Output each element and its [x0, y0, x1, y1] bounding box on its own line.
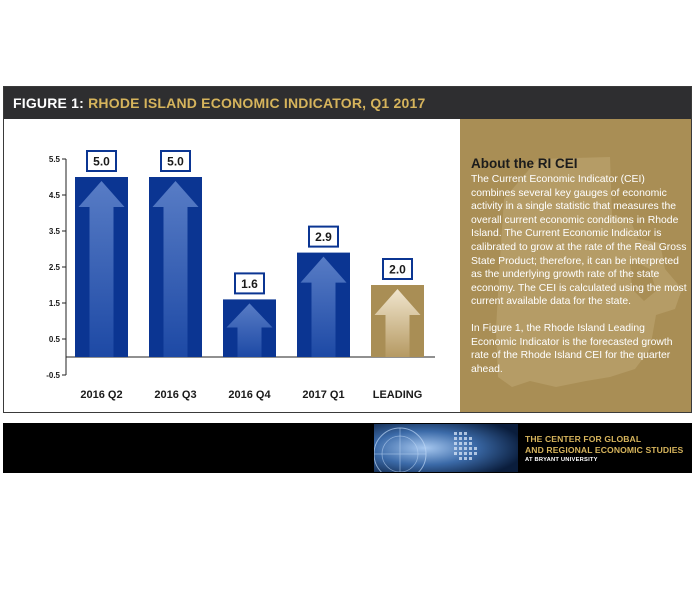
chart-area — [4, 119, 460, 412]
y-tick-label: -0.5 — [46, 371, 60, 380]
data-label: 5.0 — [93, 154, 110, 169]
about-panel — [460, 119, 691, 412]
bar-chart — [4, 119, 460, 412]
y-tick-label: 0.5 — [48, 335, 60, 344]
y-tick-label: 3.5 — [48, 227, 60, 236]
globe-map-graphic — [374, 424, 518, 472]
x-category-label: 2016 Q2 — [80, 389, 123, 401]
center-name-line-1: THE CENTER FOR GLOBAL — [525, 434, 642, 444]
about-heading: About the RI CEI — [471, 156, 578, 171]
x-category-label: LEADING — [372, 389, 423, 401]
y-tick-label: 1.5 — [48, 299, 60, 308]
x-category-label: 2016 Q4 — [228, 389, 271, 401]
y-tick-label: 2.5 — [48, 263, 60, 272]
data-label: 2.0 — [389, 262, 406, 277]
figure-title — [13, 95, 425, 111]
about-paragraph-2: In Figure 1, the Rhode Island Leading Economic Indicator is the forecasted growth rate of the Rhode Island CEI for the quarter ahead. — [471, 323, 673, 375]
center-name-line-2: AND REGIONAL ECONOMIC STUDIES — [525, 445, 684, 455]
figure-title-main: RHODE ISLAND ECONOMIC INDICATOR, Q1 2017 — [88, 95, 426, 111]
center-name — [525, 434, 691, 456]
y-tick-label: 5.5 — [48, 155, 60, 164]
figure-title-prefix: FIGURE 1: — [13, 95, 85, 111]
data-label: 5.0 — [167, 154, 184, 169]
figure-header — [4, 87, 691, 119]
data-label: 1.6 — [241, 276, 258, 291]
footer-banner — [3, 423, 692, 473]
about-paragraph-1: The Current Economic Indicator (CEI) combines several key gauges of economic activity in a single statistic that measures the overall current economic conditions in Rhode Island. The Current Economic Indicator is calibrated to grow at the rate of the Real Gross State Product; therefore, it can be interpreted as the underlying growth rate of the state economy. The CEI is calculated using the most current available data for the state. — [471, 174, 687, 308]
data-label: 2.9 — [315, 230, 332, 245]
y-tick-label: 4.5 — [48, 191, 60, 200]
x-category-label: 2016 Q3 — [154, 389, 197, 401]
figure-panel — [3, 86, 692, 413]
center-subtitle: AT BRYANT UNIVERSITY — [525, 457, 598, 463]
x-category-label: 2017 Q1 — [302, 389, 345, 401]
